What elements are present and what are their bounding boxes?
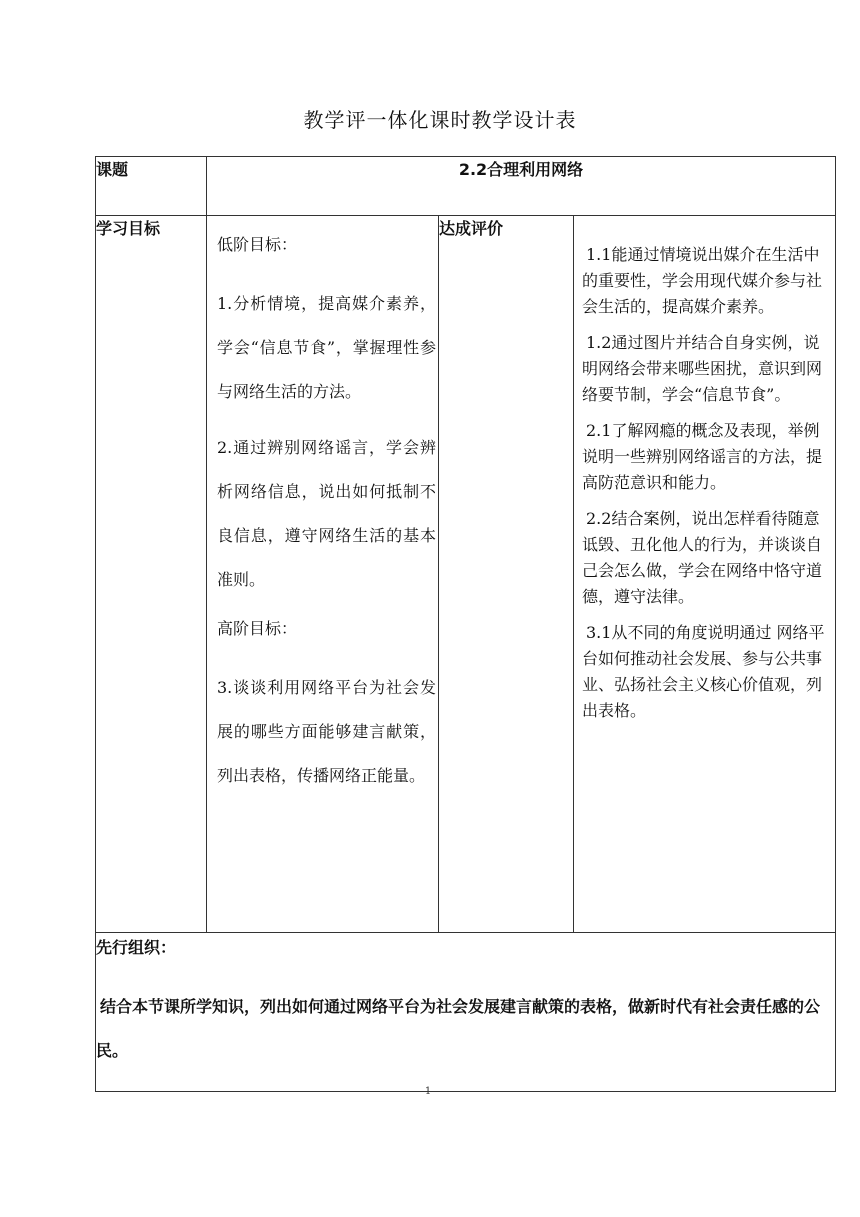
subject-value: 2.2合理利用网络 — [207, 157, 836, 216]
evaluation-item: 2.2结合案例，说出怎样看待随意诋毁、丑化他人的行为，并谈谈自己会怎么做，学会在网络中恪守道德，遵守法律。 — [582, 509, 823, 606]
page-number: 1 — [424, 1086, 432, 1097]
page-title: 教学评一体化课时教学设计表 — [303, 108, 577, 132]
evaluation-item: 1.1能通过情境说出媒介在生活中的重要性，学会用现代媒介参与社会生活的，提高媒介素养。 — [582, 245, 823, 316]
goal-item: 2.通过辨别网络谣言，学会辨析网络信息，说出如何抵制不良信息，遵守网络生活的基本准则。 — [217, 438, 436, 589]
subject-row — [96, 157, 836, 216]
evaluation-cell — [574, 216, 836, 933]
advance-organizer-row — [96, 933, 836, 1092]
evaluation-label: 达成评价 — [439, 216, 574, 933]
goal-item: 3.谈谈利用网络平台为社会发展的哪些方面能够建言献策，列出表格，传播网络正能量。 — [217, 678, 436, 785]
advance-organizer-label: 先行组织： — [96, 938, 177, 957]
lesson-design-table — [95, 156, 836, 1092]
goals-row — [96, 216, 836, 933]
evaluation-item: 3.1从不同的角度说明通过 网络平台如何推动社会发展、参与公共事业、弘扬社会主义核心价值观，列出表格。 — [582, 623, 825, 720]
goal-item: 1.分析情境，提高媒介素养，学会“信息节食”，掌握理性参与网络生活的方法。 — [217, 294, 436, 401]
high-goal-heading: 高阶目标： — [217, 619, 298, 638]
evaluation-item: 2.1了解网瘾的概念及表现，举例说明一些辨别网络谣言的方法，提高防范意识和能力。 — [582, 421, 823, 492]
advance-organizer-text: 结合本节课所学知识，列出如何通过网络平台为社会发展建言献策的表格，做新时代有社会责任感的公民。 — [96, 997, 821, 1060]
evaluation-item: 1.2通过图片并结合自身实例，说明网络会带来哪些困扰，意识到网络要节制，学会“信息节食”。 — [582, 333, 823, 404]
goals-label: 学习目标 — [96, 216, 207, 933]
advance-organizer-cell — [96, 933, 836, 1092]
subject-label: 课题 — [96, 157, 207, 216]
goals-cell — [207, 216, 439, 933]
low-goal-heading: 低阶目标： — [217, 235, 298, 254]
